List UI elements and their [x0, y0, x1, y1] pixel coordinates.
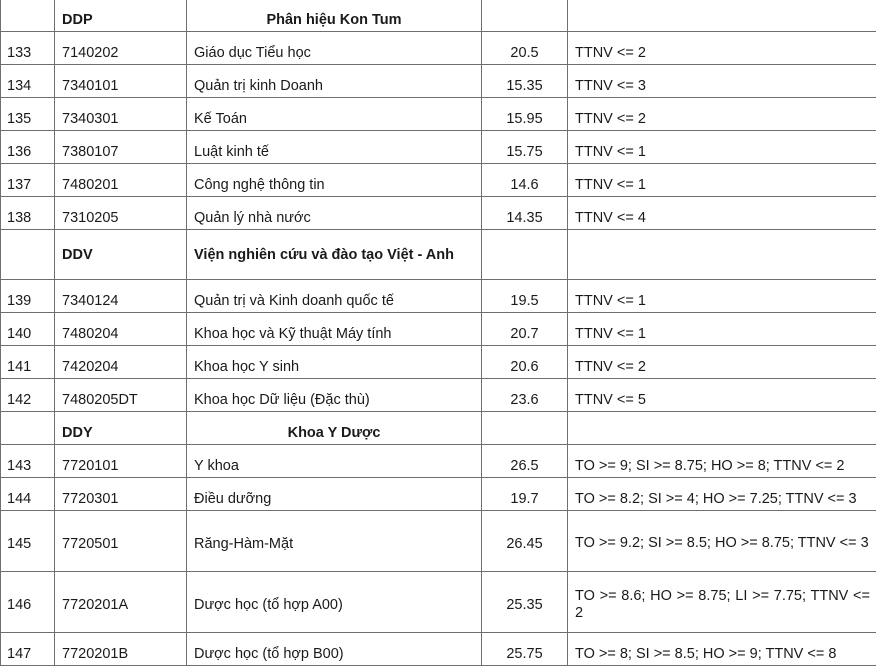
table-row: [1, 313, 876, 346]
major-name: Khoa học và Kỹ thuật Máy tính: [187, 313, 482, 346]
row-number: 137: [1, 164, 55, 197]
row-number: 133: [1, 32, 55, 65]
criteria: TTNV <= 2: [568, 98, 876, 131]
major-name: Y khoa: [187, 445, 482, 478]
major-code: 7720201A: [55, 572, 187, 633]
table-row: [1, 478, 876, 511]
row-number: 142: [1, 379, 55, 412]
section-header-row: [1, 230, 876, 280]
criteria: TTNV <= 2: [568, 32, 876, 65]
empty-cell: [568, 230, 876, 280]
cutoff-score: 26.45: [482, 511, 568, 572]
major-name: Điều dưỡng: [187, 478, 482, 511]
table-row: [1, 445, 876, 478]
empty-cell: [482, 230, 568, 280]
cutoff-score: 15.95: [482, 98, 568, 131]
major-name: Quản trị kinh Doanh: [187, 65, 482, 98]
cutoff-score: 14.6: [482, 164, 568, 197]
cutoff-score: 20.7: [482, 313, 568, 346]
row-number: 145: [1, 511, 55, 572]
major-code: 7480204: [55, 313, 187, 346]
empty-cell: [1, 0, 55, 32]
table-row: [1, 379, 876, 412]
criteria: TTNV <= 2: [568, 346, 876, 379]
table-row: [1, 572, 876, 633]
table-row: [1, 280, 876, 313]
table-row: [1, 346, 876, 379]
row-number: 140: [1, 313, 55, 346]
major-code: 7480201: [55, 164, 187, 197]
major-code: 7380107: [55, 131, 187, 164]
major-code: 7310205: [55, 197, 187, 230]
cutoff-score: 25.35: [482, 572, 568, 633]
empty-cell: [568, 412, 876, 445]
cutoff-score: 19.7: [482, 478, 568, 511]
major-name: Dược học (tổ hợp B00): [187, 633, 482, 666]
row-number: 136: [1, 131, 55, 164]
major-name: Quản lý nhà nước: [187, 197, 482, 230]
criteria: TTNV <= 1: [568, 280, 876, 313]
criteria: TO >= 8.6; HO >= 8.75; LI >= 7.75; TTNV <= 2: [568, 572, 876, 633]
criteria: TTNV <= 4: [568, 197, 876, 230]
cutoff-score: 26.5: [482, 445, 568, 478]
criteria: TO >= 9.2; SI >= 8.5; HO >= 8.75; TTNV <= 3: [568, 511, 876, 572]
cutoff-score: 20.6: [482, 346, 568, 379]
table-row: [1, 98, 876, 131]
section-title: Phân hiệu Kon Tum: [187, 0, 482, 32]
criteria: TO >= 8.2; SI >= 4; HO >= 7.25; TTNV <= 3: [568, 478, 876, 511]
major-code: 7480205DT: [55, 379, 187, 412]
section-title: Khoa Y Dược: [187, 412, 482, 445]
major-name: Khoa học Y sinh: [187, 346, 482, 379]
major-code: 7720501: [55, 511, 187, 572]
table-row: [1, 633, 876, 666]
empty-cell: [1, 230, 55, 280]
empty-cell: [482, 0, 568, 32]
table-row: [1, 511, 876, 572]
row-number: 143: [1, 445, 55, 478]
major-name: Quản trị và Kinh doanh quốc tế: [187, 280, 482, 313]
section-header-row: [1, 412, 876, 445]
row-number: 141: [1, 346, 55, 379]
major-code: 7340101: [55, 65, 187, 98]
table-row: [1, 164, 876, 197]
empty-cell: [482, 412, 568, 445]
major-code: 7340301: [55, 98, 187, 131]
criteria: TO >= 8; SI >= 8.5; HO >= 9; TTNV <= 8: [568, 633, 876, 666]
empty-cell: [568, 0, 876, 32]
major-name: Kế Toán: [187, 98, 482, 131]
major-code: 7720301: [55, 478, 187, 511]
row-number: 138: [1, 197, 55, 230]
major-code: 7720101: [55, 445, 187, 478]
criteria: TTNV <= 1: [568, 131, 876, 164]
row-number: 135: [1, 98, 55, 131]
row-number: 139: [1, 280, 55, 313]
cutoff-score: 25.75: [482, 633, 568, 666]
cutoff-score: 23.6: [482, 379, 568, 412]
table-row: [1, 197, 876, 230]
criteria: TTNV <= 5: [568, 379, 876, 412]
criteria: TTNV <= 1: [568, 313, 876, 346]
major-name: Công nghệ thông tin: [187, 164, 482, 197]
row-number: 134: [1, 65, 55, 98]
row-number: 144: [1, 478, 55, 511]
major-name: Luật kinh tế: [187, 131, 482, 164]
cutoff-score: 15.35: [482, 65, 568, 98]
major-name: Khoa học Dữ liệu (Đặc thù): [187, 379, 482, 412]
cutoff-score: 15.75: [482, 131, 568, 164]
table-row: [1, 65, 876, 98]
section-title: Viện nghiên cứu và đào tạo Việt - Anh: [187, 230, 482, 280]
table-row: [1, 131, 876, 164]
section-header-row: [1, 0, 876, 32]
row-number: 147: [1, 633, 55, 666]
section-code: DDY: [55, 412, 187, 445]
major-code: 7720201B: [55, 633, 187, 666]
major-code: 7420204: [55, 346, 187, 379]
table-row: [1, 32, 876, 65]
criteria: TO >= 9; SI >= 8.75; HO >= 8; TTNV <= 2: [568, 445, 876, 478]
major-code: 7340124: [55, 280, 187, 313]
section-code: DDV: [55, 230, 187, 280]
empty-cell: [1, 412, 55, 445]
cutoff-score: 20.5: [482, 32, 568, 65]
major-name: Răng-Hàm-Mặt: [187, 511, 482, 572]
cutoff-score: 14.35: [482, 197, 568, 230]
major-code: 7140202: [55, 32, 187, 65]
section-code: DDP: [55, 0, 187, 32]
major-name: Giáo dục Tiểu học: [187, 32, 482, 65]
row-number: 146: [1, 572, 55, 633]
criteria: TTNV <= 3: [568, 65, 876, 98]
major-name: Dược học (tổ hợp A00): [187, 572, 482, 633]
criteria: TTNV <= 1: [568, 164, 876, 197]
cutoff-score: 19.5: [482, 280, 568, 313]
